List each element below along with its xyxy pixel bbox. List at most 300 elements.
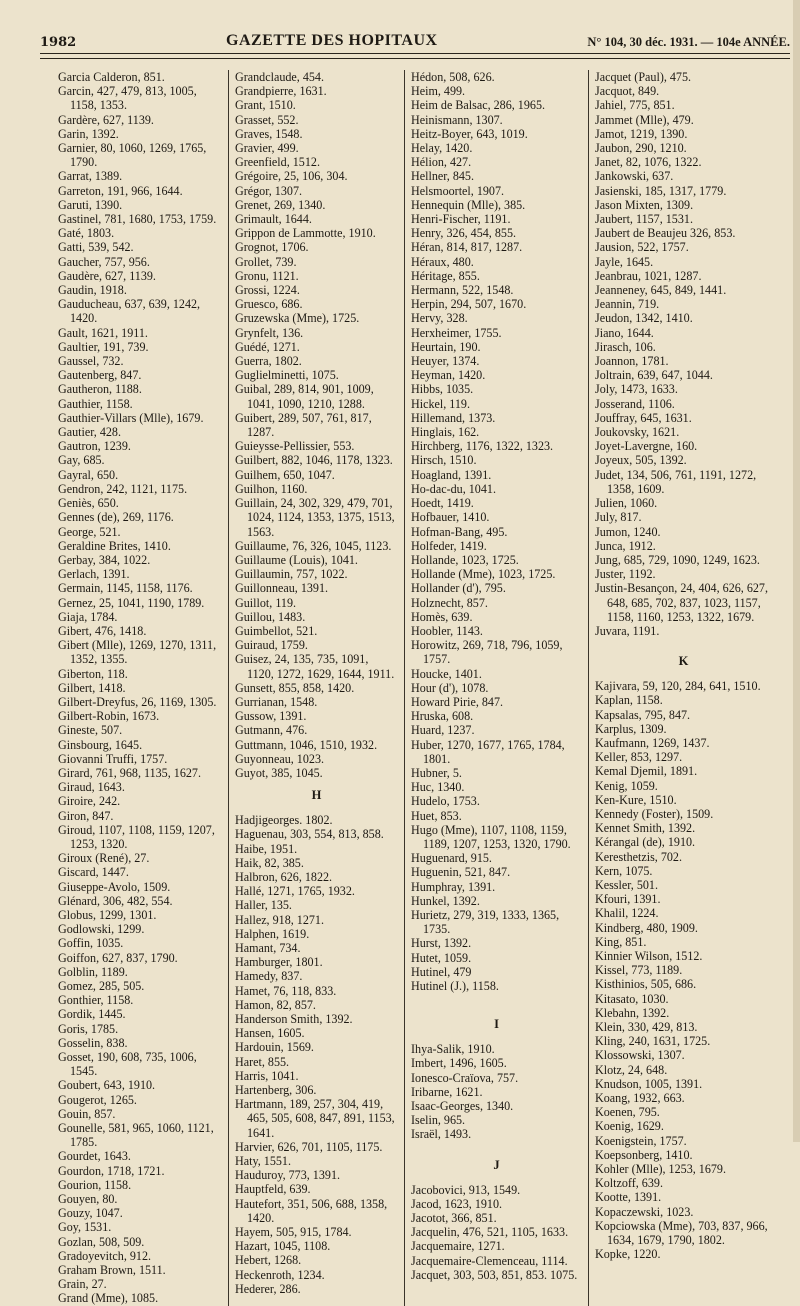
index-entry: Hirchberg, 1176, 1322, 1323. [411, 439, 554, 454]
index-entry: Halbron, 626, 1822. [235, 869, 333, 884]
index-entry: Goris, 1785. [58, 1021, 119, 1036]
index-entry: Kopciowska (Mme), 703, 837, 966, 1634, 1679, 1790, 1802. [595, 1218, 768, 1248]
index-entry: Hour (d'), 1078. [411, 680, 489, 695]
index-entry: Grégoire, 25, 106, 304. [235, 169, 348, 184]
index-entry: Gauthier-Villars (Mlle), 1679. [58, 410, 204, 425]
index-entry: Guisez, 24, 135, 735, 1091, 1120, 1272, 1629, 1644, 1911. [235, 652, 395, 681]
index-entry: Hoedt, 1419. [411, 496, 474, 511]
index-entry: Ionesco-Craïova, 757. [411, 1070, 519, 1085]
index-entry: Gouyen, 80. [58, 1192, 118, 1207]
index-entry: Halphen, 1619. [235, 926, 310, 941]
index-entry: Hollande (Mme), 1023, 1725. [411, 567, 556, 582]
index-entry: Hirsch, 1510. [411, 453, 477, 468]
index-entry: Glénard, 306, 482, 554. [58, 893, 173, 908]
index-entry: Holznecht, 857. [411, 595, 488, 610]
index-entry: Gaudère, 627, 1139. [58, 268, 156, 283]
index-entry: Kindberg, 480, 1909. [595, 920, 698, 935]
index-entry: Garcin, 427, 479, 813, 1005, 1158, 1353. [58, 84, 197, 113]
index-entry: Herpin, 294, 507, 1670. [411, 297, 527, 312]
index-entry: Hartmann, 189, 257, 304, 419, 465, 505, 608, 847, 891, 1153, 1641. [235, 1097, 395, 1140]
index-entry: Heim de Balsac, 286, 1965. [411, 98, 546, 113]
index-entry: Hofbauer, 1410. [411, 510, 490, 525]
index-entry: Koenen, 795. [595, 1105, 660, 1120]
index-entry: Harvier, 626, 701, 1105, 1175. [235, 1139, 383, 1154]
index-entry: Kessler, 501. [595, 877, 658, 892]
index-entry: Gernez, 25, 1041, 1190, 1789. [58, 595, 205, 610]
index-entry: Gruesco, 686. [235, 297, 303, 312]
index-entry: Hazart, 1045, 1108. [235, 1239, 331, 1254]
index-entry: Heinismann, 1307. [411, 112, 503, 127]
index-entry: Giroud, 1107, 1108, 1159, 1207, 1253, 1320. [58, 822, 215, 851]
index-entry: Kapsalas, 795, 847. [595, 707, 691, 722]
index-entry: Keresthetzis, 702. [595, 849, 682, 864]
index-entry: Girard, 761, 968, 1135, 1627. [58, 765, 201, 780]
index-entry: Klossowski, 1307. [595, 1048, 685, 1063]
index-entry: Joly, 1473, 1633. [595, 382, 678, 397]
index-entry: Huber, 1270, 1677, 1765, 1784, 1801. [411, 737, 565, 766]
index-entry: Kling, 240, 1631, 1725. [595, 1034, 711, 1049]
index-entry: Hamon, 82, 857. [235, 997, 316, 1012]
index-entry: Gay, 685. [58, 453, 105, 468]
index-entry: Kemal Djemil, 1891. [595, 764, 698, 779]
section-letter: J [493, 1157, 500, 1172]
section-letter: H [311, 788, 322, 803]
section-letter: I [494, 1017, 499, 1032]
index-entry: Gutmann, 476. [235, 723, 308, 738]
index-entry: Gennes (de), 269, 1176. [58, 510, 174, 525]
index-entry: Kohler (Mlle), 1253, 1679. [595, 1162, 726, 1177]
index-entry: Gouin, 857. [58, 1106, 116, 1121]
index-entry: Gaussel, 732. [58, 354, 124, 369]
index-entry: Hallé, 1271, 1765, 1932. [235, 884, 355, 899]
index-entry: Grand (Mme), 1085. [58, 1291, 159, 1306]
index-entry: Hurietz, 279, 319, 1333, 1365, 1735. [411, 907, 560, 937]
index-entry: Jasienski, 185, 1317, 1779. [595, 183, 727, 198]
index-entry: Grognot, 1706. [235, 240, 309, 255]
index-column-3 [404, 70, 588, 1306]
index-entry: Giron, 847. [58, 808, 114, 823]
index-entry: Grandclaude, 454. [235, 70, 324, 84]
index-entry: Hoagland, 1391. [411, 467, 492, 482]
index-entry: Hutinel (J.), 1158. [411, 979, 499, 993]
index-entry: Guillou, 1483. [235, 609, 306, 624]
index-entry: Henry, 326, 454, 855. [411, 226, 517, 241]
index-entry: Jeudon, 1342, 1410. [595, 311, 693, 326]
index-entry: Garnier, 80, 1060, 1269, 1765, 1790. [58, 141, 207, 170]
index-entry: Garrat, 1389. [58, 169, 123, 184]
index-entry: Jeannin, 719. [595, 297, 660, 312]
index-entry: Ken-Kure, 1510. [595, 792, 677, 807]
section-gap [411, 993, 582, 1001]
index-entry: Golblin, 1189. [58, 964, 128, 979]
index-entry: Hansen, 1605. [235, 1026, 305, 1041]
index-entry: Hederer, 286. [235, 1281, 301, 1296]
index-entry: Koenig, 1629. [595, 1119, 664, 1134]
index-entry: Guyot, 385, 1045. [235, 765, 323, 780]
index-entry: Jirasch, 106. [595, 339, 656, 354]
index-entry: Jaubon, 290, 1210. [595, 141, 687, 156]
index-entry: Grimault, 1644. [235, 212, 312, 227]
index-entry: Gordik, 1445. [58, 1007, 126, 1022]
index-entry: Grippon de Lammotte, 1910. [235, 226, 376, 241]
index-entry: Giuseppe-Avolo, 1509. [58, 879, 171, 894]
index-entry: Guyonneau, 1023. [235, 751, 325, 766]
index-entry: Jacquet, 303, 503, 851, 853. 1075. [411, 1267, 578, 1282]
index-entry: Gilbert-Robin, 1673. [58, 709, 160, 724]
index-entry: Goy, 1531. [58, 1220, 112, 1235]
index-entry: Haller, 135. [235, 898, 292, 913]
journal-title: GAZETTE DES HOPITAUX [226, 32, 438, 49]
index-entry: Hennequin (Mlle), 385. [411, 197, 526, 212]
index-entry: Gougerot, 1265. [58, 1092, 137, 1107]
index-entry: George, 521. [58, 524, 121, 539]
index-entry: Gurrianan, 1548. [235, 694, 318, 709]
index-entry: Howard Pirie, 847. [411, 694, 504, 709]
index-entry: Iribarne, 1621. [411, 1084, 483, 1099]
index-entry: Hutet, 1059. [411, 950, 472, 965]
index-entry: Jacquot, 849. [595, 84, 660, 99]
index-entry: Hofman-Bang, 495. [411, 524, 508, 539]
index-entry: Keller, 853, 1297. [595, 750, 683, 765]
index-entry: Jausion, 522, 1757. [595, 240, 689, 255]
index-entry: Huguenin, 521, 847. [411, 865, 511, 880]
index-entry: Koang, 1932, 663. [595, 1091, 685, 1106]
index-entry: Junca, 1912. [595, 538, 656, 553]
index-entry: Kopaczewski, 1023. [595, 1204, 694, 1219]
index-entry: Koltzoff, 639. [595, 1176, 663, 1191]
index-entry: Guillaume, 76, 326, 1045, 1123. [235, 538, 392, 553]
index-entry: Haty, 1551. [235, 1154, 291, 1169]
index-entry: Guerra, 1802. [235, 354, 302, 369]
index-entry: Hamet, 76, 118, 833. [235, 983, 337, 998]
index-entry: Garreton, 191, 966, 1644. [58, 183, 183, 198]
index-entry: Hinglais, 162. [411, 425, 480, 440]
index-entry: Jayle, 1645. [595, 254, 654, 269]
index-entry: Garin, 1392. [58, 126, 119, 141]
index-entry: Giscard, 1447. [58, 865, 129, 880]
index-entry: Grégor, 1307. [235, 183, 303, 198]
index-entry: Helsmoortel, 1907. [411, 183, 505, 198]
index-entry: Hoobler, 1143. [411, 623, 483, 638]
index-entry: Hermann, 522, 1548. [411, 283, 514, 298]
index-entry: Haguenau, 303, 554, 813, 858. [235, 827, 384, 842]
index-entry: Gosselin, 838. [58, 1035, 128, 1050]
index-entry: Horowitz, 269, 718, 796, 1059, 1757. [411, 638, 563, 667]
index-entry: Joltrain, 639, 647, 1044. [595, 368, 713, 383]
index-entry: Harris, 1041. [235, 1068, 299, 1083]
index-entry: Giovanni Truffi, 1757. [58, 751, 168, 766]
index-entry: Israël, 1493. [411, 1127, 472, 1142]
index-entry: Humphray, 1391. [411, 879, 496, 894]
index-entry: Graves, 1548. [235, 126, 303, 141]
index-entry: Grossi, 1224. [235, 283, 300, 298]
index-entry: Gauthier, 1158. [58, 396, 133, 411]
index-entry: Hunkel, 1392. [411, 893, 480, 908]
index-entry: Kérangal (de), 1910. [595, 835, 696, 850]
index-entry: Heitz-Boyer, 643, 1019. [411, 126, 528, 141]
index-entry: Hutinel, 479 [411, 964, 472, 979]
index-entry: Imbert, 1496, 1605. [411, 1056, 507, 1071]
index-column-1 [58, 70, 228, 1306]
index-entry: Gastinel, 781, 1680, 1753, 1759. [58, 212, 217, 227]
index-entry: Gibert, 476, 1418. [58, 623, 147, 638]
index-entry: Hervy, 328. [411, 311, 468, 326]
page-header [40, 24, 790, 54]
index-entry: Jammet (Mlle), 479. [595, 112, 694, 127]
index-entry: Huard, 1237. [411, 723, 475, 738]
page-edge [793, 0, 800, 1142]
index-entry: Jacquet (Paul), 475. [595, 70, 692, 84]
index-entry: Jankowski, 637. [595, 169, 674, 184]
index-entry: Kinnier Wilson, 1512. [595, 948, 703, 963]
index-entry: Hadjigeorges. 1802. [235, 813, 333, 828]
index-entry: Hollander (d'), 795. [411, 581, 506, 596]
index-entry: Guillain, 24, 302, 329, 479, 701, 1024, 1124, 1353, 1375, 1513, 1563. [235, 496, 395, 539]
index-entry: Grandpierre, 1631. [235, 84, 327, 99]
index-entry: Hélion, 427. [411, 155, 472, 170]
index-entry: Haik, 82, 385. [235, 855, 304, 870]
index-entry: Geniès, 650. [58, 496, 119, 511]
index-entry: Jamot, 1219, 1390. [595, 126, 688, 141]
section-gap [411, 1001, 582, 1009]
index-entry: Kisthinios, 505, 686. [595, 977, 697, 992]
index-entry: Gerbay, 384, 1022. [58, 552, 151, 567]
index-entry: Kaplan, 1158. [595, 693, 663, 708]
index-entry: Huc, 1340. [411, 780, 465, 795]
index-entry: Gourdet, 1643. [58, 1149, 131, 1164]
index-entry: Guédé, 1271. [235, 339, 300, 354]
index-entry: Greenfield, 1512. [235, 155, 320, 170]
index-entry: Kennedy (Foster), 1509. [595, 806, 714, 821]
index-entry: Hauptfeld, 639. [235, 1182, 311, 1197]
index-entry: Hellner, 845. [411, 169, 474, 184]
index-entry: Ho-dac-du, 1041. [411, 481, 496, 496]
index-entry: Grynfelt, 136. [235, 325, 304, 340]
index-entry: Joannon, 1781. [595, 354, 669, 369]
index-entry: Héritage, 855. [411, 268, 480, 283]
index-entry: Jacotot, 366, 851. [411, 1211, 497, 1226]
index-entry: Hamedy, 837. [235, 969, 303, 984]
index-entry: Giberton, 118. [58, 666, 128, 681]
index-entry: Handerson Smith, 1392. [235, 1012, 353, 1026]
index-entry: Gerlach, 1391. [58, 567, 130, 582]
index-column-2 [228, 70, 404, 1306]
index-entry: Jacquelin, 476, 521, 1105, 1633. [411, 1225, 569, 1240]
index-entry: Jung, 685, 729, 1090, 1249, 1623. [595, 552, 760, 567]
index-entry: Heckenroth, 1234. [235, 1267, 325, 1282]
index-entry: Hayem, 505, 915, 1784. [235, 1225, 352, 1240]
index-entry: Grasset, 552. [235, 112, 299, 127]
index-entry: Klebahn, 1392. [595, 1005, 670, 1020]
index-entry: Hudelo, 1753. [411, 794, 480, 809]
index-entry: Hamant, 734. [235, 940, 301, 955]
index-entry: Guillot, 119. [235, 595, 297, 610]
index-entry: Globus, 1299, 1301. [58, 907, 157, 922]
index-entry: Knudson, 1005, 1391. [595, 1076, 703, 1091]
index-entry: Houcke, 1401. [411, 666, 482, 681]
index-entry: Heuyer, 1374. [411, 354, 480, 369]
index-entry: Jacquemaire, 1271. [411, 1239, 505, 1254]
index-entry: Guiraud, 1759. [235, 638, 308, 653]
index-entry: Gouzy, 1047. [58, 1206, 123, 1221]
index-entry: Gauducheau, 637, 639, 1242, 1420. [58, 297, 201, 326]
index-entry: Gautron, 1239. [58, 439, 131, 454]
index-entry: Gravier, 499. [235, 141, 299, 156]
index-entry: Kopke, 1220. [595, 1247, 661, 1262]
index-entry: Kitasato, 1030. [595, 991, 669, 1006]
index-entry: Gatti, 539, 542. [58, 240, 134, 255]
index-entry: Hubner, 5. [411, 765, 462, 780]
section-letter: K [678, 654, 689, 669]
index-entry: Helay, 1420. [411, 141, 473, 156]
index-entry: Joyet-Lavergne, 160. [595, 439, 698, 454]
index-entry: Gaté, 1803. [58, 226, 115, 241]
index-entry: Guillaumin, 757, 1022. [235, 567, 348, 582]
header-rule [40, 58, 790, 59]
index-entry: Heyman, 1420. [411, 368, 486, 383]
index-entry: Hollande, 1023, 1725. [411, 552, 519, 567]
index-entry: Herxheimer, 1755. [411, 325, 502, 340]
index-entry: Isaac-Georges, 1340. [411, 1099, 514, 1114]
index-entry: Joyeux, 505, 1392. [595, 453, 687, 468]
issue-info: N° 104, 30 déc. 1931. — 104e ANNÉE. [587, 35, 790, 49]
index-entry: Grain, 27. [58, 1277, 107, 1292]
index-entry: Jeanneney, 645, 849, 1441. [595, 283, 727, 298]
index-entry: Hauduroy, 773, 1391. [235, 1168, 341, 1183]
index-entry: Hardouin, 1569. [235, 1040, 314, 1055]
index-entry: Heim, 499. [411, 84, 466, 99]
index-entry: Josserand, 1106. [595, 396, 675, 411]
index-entry: Goubert, 643, 1910. [58, 1078, 156, 1093]
index-entry: Gardère, 627, 1139. [58, 112, 154, 127]
index-entry: Garuti, 1390. [58, 197, 123, 212]
page-number: 1982 [40, 35, 77, 50]
index-column-4 [588, 70, 778, 1306]
index-entry: Giroire, 242. [58, 794, 121, 809]
index-entry: Gussow, 1391. [235, 709, 307, 724]
index-columns [58, 70, 778, 1306]
index-entry: Gautier, 428. [58, 425, 121, 440]
index-entry: Kern, 1075. [595, 863, 653, 878]
index-entry: Hugo (Mme), 1107, 1108, 1159, 1189, 1207, 1253, 1320, 1790. [411, 822, 571, 851]
index-entry: Gineste, 507. [58, 723, 123, 738]
index-entry: Hebert, 1268. [235, 1253, 302, 1268]
index-entry: Judet, 134, 506, 761, 1191, 1272, 1358, 1609. [595, 467, 757, 496]
index-entry: Kajivara, 59, 120, 284, 641, 1510. [595, 679, 761, 694]
index-entry: Jacobovici, 913, 1549. [411, 1182, 521, 1197]
index-entry: Graham Brown, 1511. [58, 1263, 166, 1278]
index-entry: Huguenard, 915. [411, 851, 492, 866]
index-entry: Gendron, 242, 1121, 1175. [58, 481, 188, 496]
index-entry: Guillonneau, 1391. [235, 581, 329, 596]
index-entry: Kennet Smith, 1392. [595, 821, 696, 836]
index-entry: Hillemand, 1373. [411, 410, 496, 425]
index-entry: Giroux (René), 27. [58, 851, 150, 866]
index-entry: Guilhon, 1160. [235, 481, 308, 496]
index-entry: Geraldine Brites, 1410. [58, 538, 171, 553]
index-entry: Heurtain, 190. [411, 339, 481, 354]
index-entry: Gomez, 285, 505. [58, 979, 145, 993]
index-entry: Khalil, 1224. [595, 906, 659, 921]
index-entry: Gounelle, 581, 965, 1060, 1121, 1785. [58, 1121, 214, 1150]
index-entry: Kissel, 773, 1189. [595, 963, 683, 978]
index-entry: Haibe, 1951. [235, 841, 298, 856]
index-entry: Goiffon, 627, 837, 1790. [58, 950, 178, 965]
index-entry: Julien, 1060. [595, 496, 658, 511]
index-entry: Jaubert, 1157, 1531. [595, 212, 693, 227]
index-entry: Hurst, 1392. [411, 936, 472, 951]
index-entry: Guglielminetti, 1075. [235, 368, 339, 383]
index-entry: Joukovsky, 1621. [595, 425, 680, 440]
section-gap [595, 638, 772, 646]
index-entry: Gautheron, 1188. [58, 382, 142, 397]
index-entry: King, 851. [595, 934, 647, 949]
index-entry: Guibert, 289, 507, 761, 817, 1287. [235, 410, 372, 440]
index-entry: Jeanbrau, 1021, 1287. [595, 268, 702, 283]
index-entry: Grenet, 269, 1340. [235, 197, 326, 212]
index-entry: Kaufmann, 1269, 1437. [595, 735, 710, 750]
index-entry: Giraud, 1643. [58, 780, 125, 795]
index-entry: Gault, 1621, 1911. [58, 325, 148, 340]
index-entry: Jacquemaire-Clemenceau, 1114. [411, 1253, 568, 1268]
index-entry: Germain, 1145, 1158, 1176. [58, 581, 193, 596]
index-entry: Huet, 853. [411, 808, 462, 823]
index-entry: Ginsbourg, 1645. [58, 737, 143, 752]
index-entry: Gonthier, 1158. [58, 993, 134, 1008]
index-entry: Henri-Fischer, 1191. [411, 212, 511, 227]
index-entry: Héraux, 480. [411, 254, 474, 269]
index-entry: Hickel, 119. [411, 396, 470, 411]
index-entry: Koenigstein, 1757. [595, 1133, 687, 1148]
index-entry: Guieysse-Pellissier, 553. [235, 439, 355, 454]
index-entry: Hibbs, 1035. [411, 382, 474, 397]
index-entry: Jacod, 1623, 1910. [411, 1196, 503, 1211]
index-entry: Koepsonberg, 1410. [595, 1147, 693, 1162]
index-entry: Gaucher, 757, 956. [58, 254, 150, 269]
index-entry: Hartenberg, 306. [235, 1083, 317, 1098]
index-entry: Guttmann, 1046, 1510, 1932. [235, 737, 378, 752]
index-entry: Holfeder, 1419. [411, 538, 487, 553]
index-entry: Gilbert, 1418. [58, 680, 126, 695]
index-entry: Kootte, 1391. [595, 1190, 662, 1205]
index-entry: Héran, 814, 817, 1287. [411, 240, 523, 255]
index-entry: Janet, 82, 1076, 1322. [595, 155, 702, 170]
index-entry: Gautenberg, 847. [58, 368, 142, 383]
index-entry: Hédon, 508, 626. [411, 70, 495, 84]
index-entry: Haret, 855. [235, 1054, 290, 1069]
index-entry: Gosset, 190, 608, 735, 1006, 1545. [58, 1050, 197, 1079]
index-entry: Gourdon, 1718, 1721. [58, 1163, 165, 1178]
index-entry: Jiano, 1644. [595, 325, 654, 340]
index-entry: Garcia Calderon, 851. [58, 70, 165, 84]
index-entry: Karplus, 1309. [595, 721, 667, 736]
index-entry: Gaultier, 191, 739. [58, 339, 149, 354]
index-entry: Hautefort, 351, 506, 688, 1358, 1420. [235, 1196, 388, 1225]
index-entry: Gruzewska (Mme), 1725. [235, 311, 360, 326]
index-entry: Gilbert-Dreyfus, 26, 1169, 1305. [58, 694, 217, 709]
index-entry: Hallez, 918, 1271. [235, 912, 325, 927]
index-entry: Hamburger, 1801. [235, 955, 323, 970]
index-entry: Jahiel, 775, 851. [595, 98, 675, 113]
index-entry: Kfouri, 1391. [595, 892, 661, 907]
index-entry: Iselin, 965. [411, 1113, 466, 1128]
index-entry: Gozlan, 508, 509. [58, 1234, 145, 1249]
index-entry: Grant, 1510. [235, 98, 296, 113]
index-entry: Jouffray, 645, 1631. [595, 410, 692, 425]
index-entry: Guillaume (Louis), 1041. [235, 552, 358, 567]
index-entry: Jumon, 1240. [595, 524, 661, 539]
index-entry: Juster, 1192. [595, 567, 656, 582]
